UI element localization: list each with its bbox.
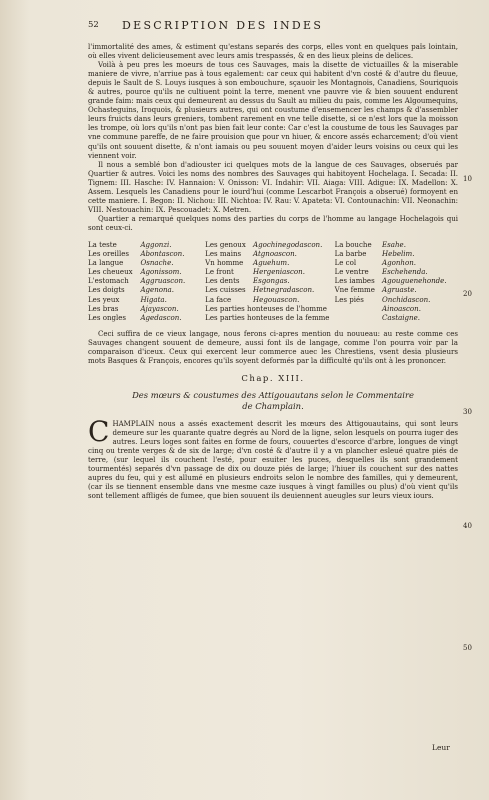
margin-line-number: 10 [463,175,472,183]
paragraph-6-text: HAMPLAIN nous a assés exactement descrit les mœurs des Attigouautains, qui sont leurs demeure sur les quarante quatre degrés au Nord de la ligne, selon lesquels on pourra iuger des autres. Leurs loges sont faites en forme de fours, couuertes d'escorce d'arbre, longues de vingt cinq ou trente verges & de six de large; d'vn costé & d'autre il y a vn plancher esleué quatre piés de terre, (sur lequel ils couchent l'esté, pour esuiter les puces, desquelles ils sont grandement tourmentés) separés d'vn passage de dix ou douze piés de large; l'hiuer ils couchent sur des nattes aupres du feu, qui y est allumé en plusieurs endroits selon le nombre des familles, qui y demeurent, (car ils se tiennent ensemble dans vne mesme caze iusques à vingt familles ou plus) d'où vient qu'ils sont tellement affligés de fumee, que bien souuent ils deuiennent aueugles sur leurs vieux iours. [88,419,458,501]
vocab-french-term: Les parties honteuses de l'homme [205,303,327,313]
margin-line-number: 30 [463,408,472,416]
vocab-row [88,240,458,249]
vocab-native-word: Hegouascon. [253,294,300,304]
vocab-native-word: Higata. [140,294,167,304]
vocab-row [88,295,458,304]
paragraph-4: Quartier a remarqué quelques noms des parties du corps de l'homme au langage Hochelagois qui sont ceux-ci. [88,213,458,232]
vocab-french-term: Les parties honteuses de la femme [205,312,330,322]
vocab-french-term: Les bras [88,303,119,313]
paragraph-2: Voilà à peu pres les moeurs de tous ces Sauvages, mais la disette de victuailles & la miserable maniere de vivre, n'arriue pas à tous egalement: car ceux qui habitent d'vn costé & d'autre du fleuue, depuis le Sault de S. Louys iusques à son embouchure, sçauoir les Montagnois, Canadiens, Souriquois & autres, pource qu'ils ne cultiuent point la terre, menent vne pauvre vie & bien souuent endurent grande faim: mais ceux qui demeurent au dessus du Sault au milieu du pais, comme les Algoumequins, Ochasteguins, Iroquois, & plusieurs autres, qui ont coustume d'ensemencer les champs & d'assembler leurs fruicts dans leurs greniers, tombent rarement en vne telle disette, si ce n'est lors que la moisson les trompe, où lors qu'ils n'ont pas bien fait leur conte: Car c'est la coustume de tous les Sauvages par vne commune pareffe, de ne faire prouision que pour vn hiuer, & encore assés echarcement; d'où vient qu'ils ont souuent disette, & n'ont iamais ou peu souuent moyen d'aider leurs voisins ou ceux qui les viennent voir. [88,60,458,160]
vocab-french-term: Les oreilles [88,249,130,259]
vocab-native-word: Osnache. [140,258,174,268]
vocab-native-word: Abontascon. [140,249,185,259]
vocab-french-term: La barbe [334,249,367,259]
vocab-french-term: Le ventre [334,267,369,277]
drop-cap: C [88,415,110,449]
chapter-title-line-1: Des mœurs & coustumes des Attigouautans selon le Commentaire [132,390,414,401]
vocab-french-term: L'estomach [88,276,129,286]
vocab-native-word: Hetnegradascon. [253,285,315,295]
vocab-french-term: Les piés [334,294,364,304]
page-body [88,42,458,500]
vocab-french-term: Le col [334,258,357,268]
vocab-native-word: Esahe. [382,239,406,249]
vocab-native-word: Agochinegodascon. [253,239,323,249]
vocab-row [88,304,458,313]
vocab-native-word: Agedascon. [140,312,182,322]
vocab-row [88,276,458,285]
vocab-row [88,285,458,294]
vocab-french-term: Les doigts [88,285,125,295]
vocab-native-word: Aggruascon. [140,276,186,286]
vocab-native-word: Aggonzi. [140,239,172,249]
paragraph-1: l'immortalité des ames, & estiment qu'estans separés des corps, elles vont en quelques païs lointain, où elles vivent delicieusement avec leurs amis trespassés, & en des lieux pleins de delices. [88,42,458,61]
vocab-french-term: La face [205,294,232,304]
vocab-native-word: Agenona. [140,285,174,295]
vocab-row [88,313,458,322]
vocab-native-word: Hebelim. [382,249,415,259]
chapter-heading: Chap. XIII. [241,374,305,385]
paragraph-6 [88,415,458,501]
vocab-native-word: Hergeniascon. [253,267,305,277]
vocab-french-term: Les ongles [88,312,127,322]
vocab-french-term: Les cuisses [205,285,246,295]
vocab-french-term: Les yeux [88,294,120,304]
vocab-native-word: Onchidascon. [382,294,431,304]
running-title: DESCRIPTION DES INDES [122,19,324,32]
vocab-row [88,258,458,267]
page-header [88,20,458,34]
vocab-native-word: Ainoascon. [382,303,421,313]
vocab-native-word: Agonhon. [382,258,416,268]
vocab-native-word: Agouguenehonde. [382,276,447,286]
vocab-native-word: Agonissom. [140,267,182,277]
paragraph-5: Ceci suffira de ce vieux langage, nous ferons ci-apres mention du nouueau: au reste comme ces Sauvages changent souuent de demeure, aussi font ils de langage, comme l'on pourra voir par la comparaison d'iceux. Ceux qui exercent leur commerce auec les Chrestiens, vsent desia plusieurs mots Basques & François, encores qu'ils soyent deformés par la difficulté qu'ils ont à les prononcer. [88,328,458,365]
chapter-title-line-2: de Champlain. [242,401,304,412]
page-number: 52 [88,20,99,30]
paragraph-3: Il nous a semblé bon d'adiouster ici quelques mots de la langue de ces Sauvages, obserués par Quartier & autres. Voici les noms des nombres des Sauvages qui habitoyent Hochelaga. I. Secada: II. Tignem: III. Hasche: IV. Hannaion: V. Onisson: VI. Indahir: VII. Aiaga: VIII. Adigue: IX. Madellon: X. Assem. Lesquels les Canadiens pour le iourd'hui (comme Lescarbot François a obserué) formoyent en cette maniere. I. Begon: II. Nichou: III. Nichtoa: IV. Rau: V. Apateta: VI. Contounachin: VII. Neonachin: VIII. Nestouachin: IX. Pescouadet: X. Metren. [88,159,458,214]
vocab-native-word: Agruaste. [382,285,417,295]
vocab-native-word: Atgnoascon. [253,249,297,259]
vocab-french-term: La langue [88,258,124,268]
vocab-native-word: Esgongas. [253,276,290,286]
vocab-french-term: Les mains [205,249,242,259]
chapter-title [88,390,458,412]
vocab-native-word: Ajayascon. [140,303,179,313]
body-parts-vocabulary-table [88,240,458,322]
vocab-french-term: Les iambes [334,276,375,286]
vocab-french-term: Les cheueux [88,267,133,277]
vocab-row [88,267,458,276]
vocab-french-term: La bouche [334,239,372,249]
vocab-native-word: Castaigne. [382,312,420,322]
margin-line-number: 50 [463,644,472,652]
catchword: Leur [432,743,450,752]
vocab-french-term: Vn homme [205,258,244,268]
vocab-french-term: Les dents [205,276,240,286]
vocab-french-term: Le front [205,267,234,277]
margin-line-number: 40 [463,522,472,530]
vocab-french-term: Vne femme [334,285,375,295]
margin-line-number: 20 [463,290,472,298]
vocab-native-word: Eschehenda. [382,267,428,277]
vocab-row [88,249,458,258]
vocab-native-word: Aguehum. [253,258,290,268]
vocab-french-term: La teste [88,239,117,249]
vocab-french-term: Les genoux [205,239,246,249]
